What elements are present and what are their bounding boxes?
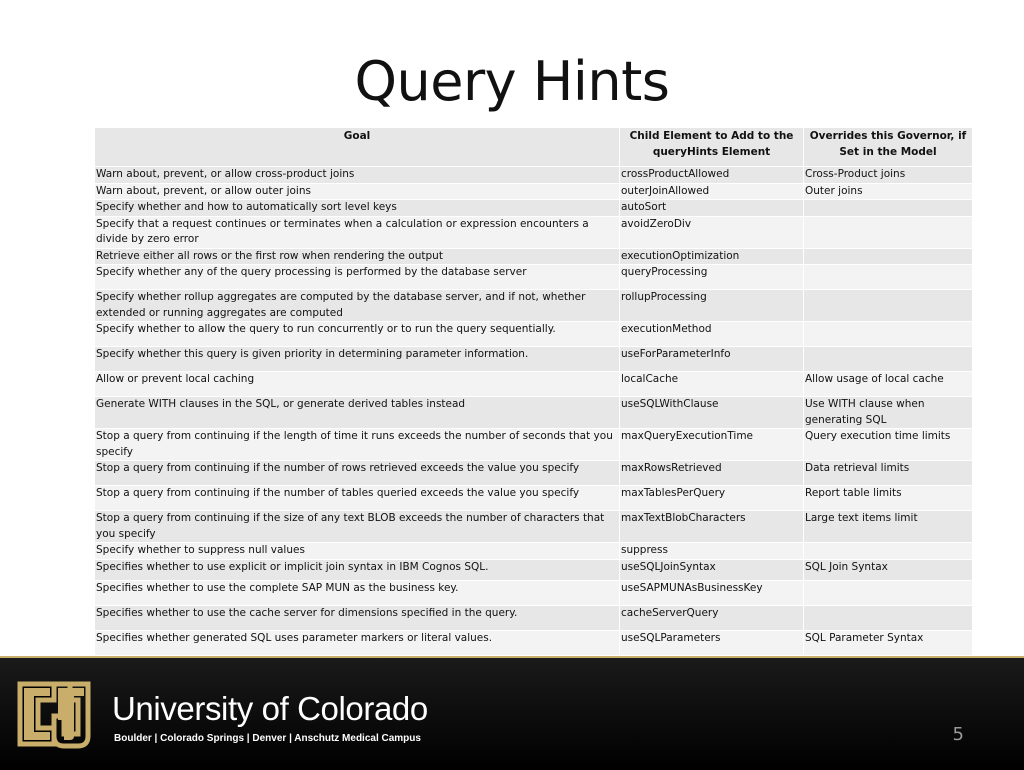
table-row [95, 265, 973, 290]
header-goal: Goal [95, 128, 620, 167]
cell-governor: Report table limits [804, 486, 973, 511]
cell-child-element: executionMethod [620, 322, 804, 347]
cell-goal: Specify whether rollup aggregates are computed by the database server, and if not, whether extended or running aggregates are computed [95, 290, 620, 322]
cell-child-element: executionOptimization [620, 248, 804, 265]
cell-goal: Specifies whether generated SQL uses parameter markers or literal values. [95, 630, 620, 655]
cell-governor [804, 580, 973, 605]
table-row [95, 397, 973, 429]
campus-list: Boulder | Colorado Springs | Denver | Anschutz Medical Campus [114, 733, 421, 744]
cell-goal: Specify whether this query is given priority in determining parameter information. [95, 347, 620, 372]
table-row [95, 543, 973, 560]
cell-child-element: useForParameterInfo [620, 347, 804, 372]
footer-bar [0, 656, 1024, 770]
cell-child-element: maxTextBlobCharacters [620, 511, 804, 543]
cell-goal: Stop a query from continuing if the number of tables queried exceeds the value you specify [95, 486, 620, 511]
cell-child-element: useSAPMUNAsBusinessKey [620, 580, 804, 605]
cell-governor [804, 605, 973, 630]
slide-title: Query Hints [354, 50, 670, 113]
cell-governor [804, 543, 973, 560]
cell-governor: SQL Join Syntax [804, 559, 973, 580]
table-row [95, 200, 973, 217]
cell-child-element: maxQueryExecutionTime [620, 429, 804, 461]
cell-goal: Specify that a request continues or terminates when a calculation or expression encounters a divide by zero error [95, 216, 620, 248]
table-row [95, 630, 973, 655]
table-row [95, 559, 973, 580]
table-row [95, 605, 973, 630]
cell-child-element: autoSort [620, 200, 804, 217]
cell-goal: Warn about, prevent, or allow outer joins [95, 183, 620, 200]
cell-child-element: outerJoinAllowed [620, 183, 804, 200]
table-row [95, 290, 973, 322]
cell-governor: Query execution time limits [804, 429, 973, 461]
cell-child-element: cacheServerQuery [620, 605, 804, 630]
cell-goal: Stop a query from continuing if the size of any text BLOB exceeds the number of characters that you specify [95, 511, 620, 543]
cell-goal: Specifies whether to use the cache server for dimensions specified in the query. [95, 605, 620, 630]
cell-child-element: useSQLWithClause [620, 397, 804, 429]
cell-child-element: crossProductAllowed [620, 167, 804, 184]
cell-governor: Large text items limit [804, 511, 973, 543]
page-number: 5 [952, 724, 964, 745]
table-row [95, 167, 973, 184]
table-row [95, 322, 973, 347]
table-header-row [95, 128, 973, 167]
table-row [95, 216, 973, 248]
cell-goal: Specify whether to allow the query to run concurrently or to run the query sequentially. [95, 322, 620, 347]
table-row [95, 429, 973, 461]
cell-child-element: maxTablesPerQuery [620, 486, 804, 511]
cell-governor [804, 290, 973, 322]
cell-goal: Specify whether any of the query processing is performed by the database server [95, 265, 620, 290]
cell-goal: Specifies whether to use the complete SAP MUN as the business key. [95, 580, 620, 605]
cell-governor: Use WITH clause when generating SQL [804, 397, 973, 429]
cell-governor [804, 200, 973, 217]
header-child-element: Child Element to Add to the queryHints Element [620, 128, 804, 167]
university-name: University of Colorado [112, 690, 428, 727]
cell-child-element: rollupProcessing [620, 290, 804, 322]
cell-child-element: queryProcessing [620, 265, 804, 290]
query-hints-table [94, 127, 973, 656]
table-row [95, 372, 973, 397]
cell-goal: Allow or prevent local caching [95, 372, 620, 397]
cell-governor: Data retrieval limits [804, 461, 973, 486]
cell-goal: Warn about, prevent, or allow cross-product joins [95, 167, 620, 184]
header-overrides-governor: Overrides this Governor, if Set in the Model [804, 128, 973, 167]
cell-goal: Specifies whether to use explicit or implicit join syntax in IBM Cognos SQL. [95, 559, 620, 580]
table-row [95, 183, 973, 200]
table-row [95, 511, 973, 543]
cell-governor [804, 322, 973, 347]
cell-child-element: avoidZeroDiv [620, 216, 804, 248]
cell-goal: Specify whether to suppress null values [95, 543, 620, 560]
cell-child-element: useSQLJoinSyntax [620, 559, 804, 580]
table-row [95, 461, 973, 486]
cell-governor: Outer joins [804, 183, 973, 200]
cell-governor: Cross-Product joins [804, 167, 973, 184]
cell-governor [804, 265, 973, 290]
cell-goal: Generate WITH clauses in the SQL, or generate derived tables instead [95, 397, 620, 429]
cell-goal: Retrieve either all rows or the first row when rendering the output [95, 248, 620, 265]
cell-goal: Specify whether and how to automatically sort level keys [95, 200, 620, 217]
cell-governor: Allow usage of local cache [804, 372, 973, 397]
table-row [95, 248, 973, 265]
cell-child-element: suppress [620, 543, 804, 560]
cu-logo-icon [14, 676, 94, 752]
cell-governor [804, 248, 973, 265]
cell-goal: Stop a query from continuing if the number of rows retrieved exceeds the value you specify [95, 461, 620, 486]
cell-governor [804, 216, 973, 248]
cell-child-element: useSQLParameters [620, 630, 804, 655]
cell-goal: Stop a query from continuing if the length of time it runs exceeds the number of seconds that you specify [95, 429, 620, 461]
table-row [95, 347, 973, 372]
cell-governor: SQL Parameter Syntax [804, 630, 973, 655]
table-row [95, 486, 973, 511]
cell-child-element: maxRowsRetrieved [620, 461, 804, 486]
table-row [95, 580, 973, 605]
cell-governor [804, 347, 973, 372]
cell-child-element: localCache [620, 372, 804, 397]
